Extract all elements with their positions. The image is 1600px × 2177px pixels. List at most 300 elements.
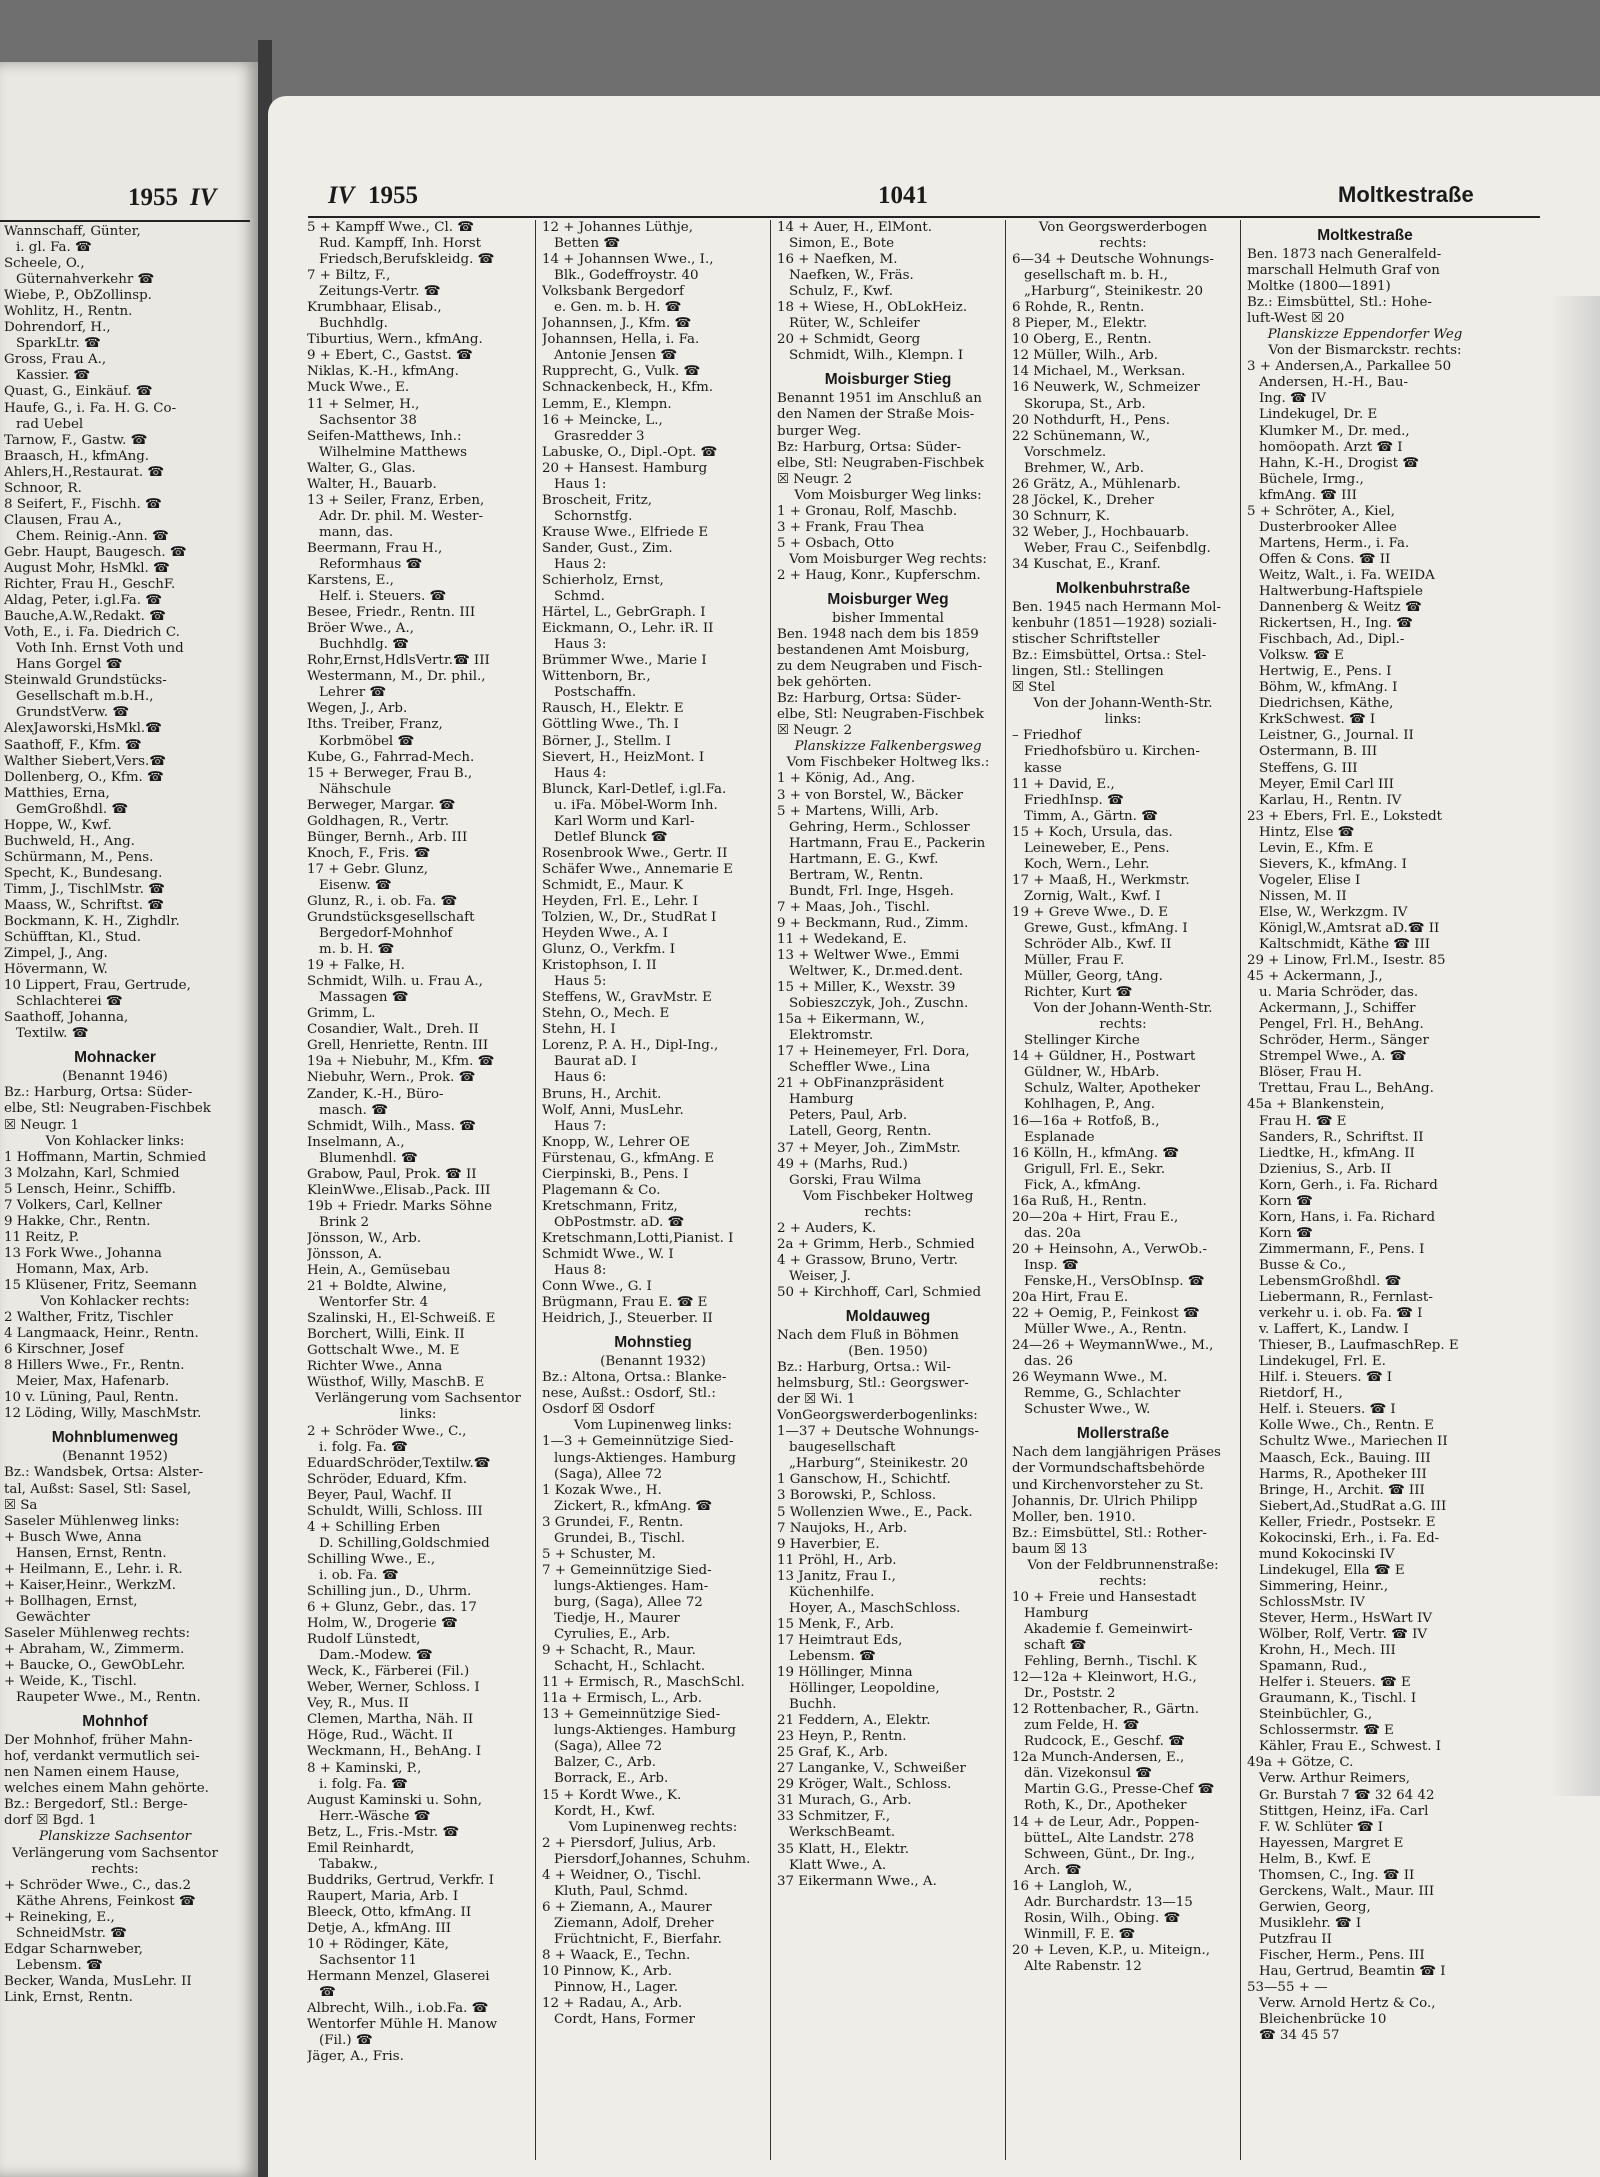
directory-entry: Wolf, Anni, MusLehr. <box>542 1102 684 1118</box>
directory-entry: Glunz, O., Verkfm. I <box>542 942 676 958</box>
directory-entry: Strempel Wwe., A. ☎ <box>1259 1049 1407 1065</box>
directory-entry: Bringe, H., Archit. ☎ III <box>1259 1482 1425 1498</box>
directory-entry: Bruns, H., Archit. <box>542 1086 662 1102</box>
directory-entry: Volksbank Bergedorf <box>542 284 684 300</box>
directory-entry: Rietdorf, H., <box>1259 1386 1343 1402</box>
directory-entry: Textilw. ☎ <box>16 1026 89 1042</box>
directory-entry: lungs-Aktienges. Hamburg <box>554 1450 736 1466</box>
directory-entry: 10 v. Lüning, Paul, Rentn. <box>4 1390 179 1406</box>
directory-entry: Blk., Godeffroystr. 40 <box>554 268 699 284</box>
directory-entry: Karl Worm und Karl- <box>554 813 695 829</box>
section-label: Vom Moisburger Weg rechts: <box>789 551 987 567</box>
directory-entry: Meier, Max, Hafenarb. <box>16 1374 170 1390</box>
street-heading: Mohnblumenweg <box>51 1429 179 1447</box>
right-column-1 <box>307 220 529 2065</box>
directory-entry: 2 + Schröder Wwe., C., <box>307 1423 467 1439</box>
directory-entry: Rud. Kampff, Inh. Horst <box>319 236 482 252</box>
directory-entry: Voth Inh. Ernst Voth und <box>16 641 184 657</box>
directory-entry: FriedhInsp. ☎ <box>1024 792 1124 808</box>
directory-entry: 14 + Güldner, H., Postwart <box>1012 1049 1196 1065</box>
directory-entry: Heyden Wwe., A. I <box>542 926 668 942</box>
directory-entry: 8 + Kaminski, P., <box>307 1760 422 1776</box>
directory-entry: 1 Kozak Wwe., H. <box>542 1482 662 1498</box>
directory-entry: Jönsson, A. <box>307 1247 382 1262</box>
directory-entry: 9 + Ebert, C., Gastst. ☎ <box>307 348 473 364</box>
directory-entry: 22 Schünemann, W., <box>1012 428 1151 444</box>
directory-entry: masch. ☎ <box>319 1102 388 1118</box>
directory-entry: Latell, Georg, Rentn. <box>789 1124 932 1140</box>
directory-entry: Güldner, W., HbArb. <box>1024 1065 1160 1081</box>
directory-entry: Härtel, L., GebrGraph. I <box>542 605 706 621</box>
directory-entry: 11 + David, E., <box>1012 776 1115 792</box>
directory-entry: SparkLtr. ☎ <box>16 336 101 352</box>
directory-entry: + Weide, K., Tischl. <box>4 1674 137 1690</box>
directory-entry: Postschaffn. <box>554 685 637 701</box>
directory-entry: i. ob. Fa. ☎ <box>319 1567 399 1583</box>
directory-entry: Timm, A., Gärtn. ☎ <box>1024 808 1158 824</box>
directory-entry: 19b + Friedr. Marks Söhne <box>307 1198 493 1214</box>
directory-entry: Wegen, J., Arb. <box>307 701 408 717</box>
directory-entry: 35 Klatt, H., Elektr. <box>777 1841 909 1857</box>
directory-entry: Ahlers,H.,Restaurat. ☎ <box>4 464 165 480</box>
directory-entry: Busse & Co., <box>1259 1257 1347 1273</box>
directory-entry: 11 Reitz, P. <box>4 1229 80 1245</box>
directory-entry: Peters, Paul, Arb. <box>789 1108 908 1124</box>
directory-entry: EduardSchröder,Textilw.☎ <box>307 1455 491 1471</box>
directory-entry: u. Maria Schröder, das. <box>1259 985 1419 1001</box>
directory-entry: LebensmGroßhdl. ☎ <box>1259 1274 1402 1289</box>
directory-entry: 17 Heimtraut Eds, <box>777 1632 903 1648</box>
directory-entry: Hamburg <box>789 1092 854 1108</box>
directory-entry: Schnackenbeck, H., Kfm. <box>542 380 714 396</box>
directory-entry: 29 Kröger, Walt., Schloss. <box>777 1777 952 1793</box>
directory-entry: 16 Kölln, H., kfmAng. ☎ <box>1012 1145 1179 1161</box>
directory-entry: Rosenbrook Wwe., Gertr. II <box>542 845 728 861</box>
section-label: Vom Lupinenweg links: <box>574 1418 732 1434</box>
directory-entry: Quast, G., Einkäuf. ☎ <box>4 384 153 400</box>
directory-entry: Roth, K., Dr., Apotheker <box>1024 1798 1187 1814</box>
directory-entry: 5 + Kampff Wwe., Cl. ☎ <box>307 220 474 235</box>
directory-entry: „Harburg“, Steinikestr. 20 <box>1024 284 1203 300</box>
directory-entry: Gesellschaft m.b.H., <box>16 689 154 705</box>
section-label: rechts: <box>91 1861 139 1877</box>
directory-entry: Ben. 1948 nach dem bis 1859 <box>777 627 979 643</box>
directory-entry: Liedtke, H., kfmAng. II <box>1259 1145 1415 1161</box>
directory-entry: kasse <box>1024 760 1062 776</box>
directory-entry: 2 Walther, Fritz, Tischler <box>4 1310 173 1326</box>
directory-entry: 12 + Johannes Lüthje, <box>542 220 693 235</box>
section-label: (Benannt 1946) <box>62 1069 168 1085</box>
directory-entry: Winmill, F. E. ☎ <box>1024 1926 1136 1942</box>
directory-entry: 5 + Schuster, M. <box>542 1546 656 1562</box>
directory-entry: Vorschmelz. <box>1024 444 1107 460</box>
directory-entry: Piersdorf,Johannes, Schuhm. <box>554 1851 751 1867</box>
directory-entry: Ben. 1945 nach Hermann Mol- <box>1012 600 1221 616</box>
directory-entry: Gebr. Haupt, Baugesch. ☎ <box>4 544 187 560</box>
directory-entry: Leineweber, E., Pens. <box>1024 840 1170 856</box>
directory-entry: Lehrer ☎ <box>319 685 387 701</box>
directory-entry: Meyer, Emil Carl III <box>1259 776 1394 792</box>
directory-entry: 6 + Glunz, Gebr., das. 17 <box>307 1600 477 1616</box>
directory-entry: lingen, Stl.: Stellingen <box>1012 664 1164 680</box>
directory-entry: m. b. H. ☎ <box>319 942 395 958</box>
directory-entry: Lemm, E., Klempn. <box>542 396 672 412</box>
directory-entry: 1—3 + Gemeinnützige Sied- <box>542 1434 734 1450</box>
directory-entry: Cosandier, Walt., Dreh. II <box>307 1022 479 1038</box>
directory-entry: Borchert, Willi, Eink. II <box>307 1327 465 1343</box>
directory-entry: GrundstVerw. ☎ <box>16 705 130 721</box>
directory-entry: Haus 4: <box>554 765 607 781</box>
directory-entry: 9 Haverbier, E. <box>777 1536 880 1552</box>
directory-entry: Schüfftan, Kl., Stud. <box>4 930 141 946</box>
directory-entry: Buchh. <box>789 1697 837 1713</box>
directory-entry: Bertram, W., Rentn. <box>789 867 924 883</box>
directory-entry: 17 + Heinemeyer, Frl. Dora, <box>777 1044 970 1060</box>
directory-entry: 45a + Blankenstein, <box>1247 1097 1385 1113</box>
directory-entry: Bünger, Bernh., Arb. III <box>307 829 468 845</box>
directory-entry: Borrack, E., Arb. <box>554 1771 669 1787</box>
directory-entry: Remme, G., Schlachter <box>1024 1386 1181 1402</box>
directory-entry: Detje, A., kfmAng. III <box>307 1920 452 1936</box>
directory-entry: Ostermann, B. III <box>1259 744 1378 760</box>
directory-entry: Niklas, K.-H., kfmAng. <box>307 364 459 380</box>
section-label: rechts: <box>1099 1573 1147 1589</box>
directory-entry: 5 + Osbach, Otto <box>777 535 895 551</box>
directory-entry: Käthe Ahrens, Feinkost ☎ <box>16 1893 196 1909</box>
directory-entry: Korbmöbel ☎ <box>319 733 415 749</box>
directory-entry: Muck Wwe., E. <box>307 380 410 396</box>
directory-entry: Königl,W.,Amtsrat aD.☎ II <box>1259 920 1440 936</box>
directory-entry: Homann, Max, Arb. <box>16 1261 149 1277</box>
directory-entry: Saathoff, F., Kfm. ☎ <box>4 737 142 753</box>
directory-entry: Hein, A., Gemüsebau <box>307 1263 451 1279</box>
directory-entry: kenbuhr (1851—1928) soziali- <box>1012 616 1217 632</box>
directory-entry: 11 Pröhl, H., Arb. <box>777 1552 897 1568</box>
directory-entry: Rickertsen, H., Ing. ☎ <box>1259 616 1413 632</box>
directory-entry: 37 Eikermann Wwe., A. <box>777 1873 937 1889</box>
directory-entry: VonGeorgswerderbogenlinks: <box>777 1408 978 1424</box>
directory-entry: Clausen, Frau A., <box>4 512 122 528</box>
directory-entry: Tiedje, H., Maurer <box>554 1610 680 1626</box>
directory-entry: 3 + von Borstel, W., Bäcker <box>777 787 963 803</box>
directory-entry: ☒ Neugr. 1 <box>4 1117 80 1133</box>
directory-entry: Weber, Werner, Schloss. I <box>307 1680 480 1696</box>
section-label: (Ben. 1950) <box>848 1344 928 1360</box>
directory-entry: Lindekugel, Dr. E <box>1259 407 1378 423</box>
directory-entry: Rüter, W., Schleifer <box>789 316 920 332</box>
directory-entry: 1 Hoffmann, Martin, Schmied <box>4 1149 207 1165</box>
directory-entry: Rosin, Wilh., Obing. ☎ <box>1024 1910 1181 1926</box>
directory-entry: 15 + Miller, K., Wexstr. 39 <box>777 980 956 996</box>
directory-entry: Saseler Mühlenweg links: <box>4 1513 180 1529</box>
directory-entry: Alte Rabenstr. 12 <box>1024 1958 1142 1974</box>
section-label: Von Georgswerderbogen <box>1038 220 1208 235</box>
directory-entry: Haltwerbung-Haftspiele <box>1259 583 1423 599</box>
directory-entry: 20 + Hansest. Hamburg <box>542 460 708 476</box>
directory-entry: 26 Weymann Wwe., M. <box>1012 1370 1168 1386</box>
directory-entry: elbe, Stl: Neugraben-Fischbek <box>777 707 984 723</box>
directory-entry: 4 + Schilling Erben <box>307 1519 441 1535</box>
directory-entry: Gross, Frau A., <box>4 352 107 368</box>
directory-entry: 11 + Wedekand, E. <box>777 931 907 947</box>
directory-entry: 7 + Gemeinnützige Sied- <box>542 1562 712 1578</box>
directory-entry: 17 + Gebr. Glunz, <box>307 861 428 877</box>
directory-entry: Wentorfer Mühle H. Manow <box>307 2017 498 2033</box>
directory-entry: August Mohr, HsMkl. ☎ <box>4 560 170 576</box>
directory-entry: Labuske, O., Dipl.-Opt. ☎ <box>542 444 718 460</box>
directory-entry: Zornig, Walt., Kwf. I <box>1024 888 1161 904</box>
directory-entry: Hansen, Ernst, Rentn. <box>16 1545 167 1561</box>
directory-entry: Szalinski, H., El-Schweiß. E <box>307 1311 496 1327</box>
directory-entry: 20 + Schmidt, Georg <box>777 332 921 348</box>
directory-entry: e. Gen. m. b. H. ☎ <box>554 300 682 316</box>
column-rule <box>770 220 771 2160</box>
directory-entry: (Fil.) ☎ <box>319 2033 373 2049</box>
directory-entry: burger Weg. <box>777 423 862 439</box>
directory-entry: „Harburg“, Steinikestr. 20 <box>789 1456 968 1472</box>
directory-entry: Offen & Cons. ☎ II <box>1259 551 1391 567</box>
directory-entry: zum Felde, H. ☎ <box>1024 1718 1140 1734</box>
directory-entry: GemGroßhdl. ☎ <box>16 801 129 817</box>
column-rule <box>1005 220 1006 2160</box>
directory-entry: Klumker M., Dr. med., <box>1259 423 1410 439</box>
directory-entry: 5 + Martens, Willi, Arb. <box>777 803 939 819</box>
directory-entry: Moltke (1800—1891) <box>1247 279 1391 295</box>
directory-entry: Fürstenau, G., kfmAng. E <box>542 1150 715 1166</box>
directory-entry: Grundstücksgesellschaft <box>307 910 475 926</box>
directory-entry: Arch. ☎ <box>1024 1862 1082 1878</box>
directory-entry: 9 Hakke, Chr., Rentn. <box>4 1213 151 1229</box>
directory-entry: Voth, E., i. Fa. Diedrich C. <box>4 625 180 641</box>
directory-entry: 37 + Meyer, Joh., ZimMstr. <box>777 1140 961 1156</box>
directory-entry: Schulz, F., Kwf. <box>789 284 893 300</box>
directory-entry: Hau, Gertrud, Beamtin ☎ I <box>1259 1964 1446 1980</box>
directory-entry: Dam.-Modew. ☎ <box>319 1648 433 1664</box>
directory-entry: Sanders, R., Schriftst. II <box>1259 1129 1424 1145</box>
directory-entry: 1 + Gronau, Rolf, Maschb. <box>777 503 958 519</box>
directory-entry: Helm, B., Kwf. E <box>1259 1851 1371 1867</box>
directory-entry: Rudcock, E., Geschf. ☎ <box>1024 1734 1185 1750</box>
directory-entry: Schröder, Eduard, Kfm. <box>307 1471 468 1487</box>
directory-entry: Detlef Blunck ☎ <box>554 829 668 845</box>
directory-entry: Kokocinski, Erh., i. Fa. Ed- <box>1259 1530 1440 1546</box>
directory-entry: Tiburtius, Wern., kfmAng. <box>307 332 483 348</box>
directory-entry: elbe, Stl: Neugraben-Fischbek <box>4 1101 211 1117</box>
directory-entry: Blöser, Frau H. <box>1259 1065 1362 1081</box>
right-column-2 <box>542 220 764 2028</box>
plan-sketch-note: Planskizze Falkenbergsweg <box>794 739 982 755</box>
directory-entry: (Saga), Allee 72 <box>554 1739 663 1755</box>
directory-entry: 12 + Radau, A., Arb. <box>542 1996 683 2012</box>
directory-entry: Grimm, L. <box>307 1006 376 1022</box>
directory-entry: Leistner, G., Journal. II <box>1259 728 1414 744</box>
directory-entry: 8 Hillers Wwe., Fr., Rentn. <box>4 1358 185 1374</box>
directory-entry: Bauche,A.W.,Redakt. ☎ <box>4 609 166 625</box>
directory-entry: Brümmer Wwe., Marie I <box>542 653 707 669</box>
directory-entry: Raupert, Maria, Arb. I <box>307 1888 459 1904</box>
directory-entry: ☒ Neugr. 2 <box>777 723 853 739</box>
directory-entry: 16 + Meincke, L., <box>542 412 663 428</box>
directory-entry: KrkSchwest. ☎ I <box>1259 712 1376 728</box>
directory-entry: Bz.: Altona, Ortsa.: Blanke- <box>542 1370 727 1386</box>
directory-entry: Betten ☎ <box>554 236 621 252</box>
directory-entry: helmsburg, Stl.: Georgswer- <box>777 1376 969 1392</box>
directory-entry: Siebert,Ad.,StudRat a.G. III <box>1259 1498 1447 1514</box>
directory-entry: Andersen, H.-H., Bau- <box>1259 375 1409 391</box>
directory-entry: 15 Menk, F., Arb. <box>777 1616 895 1632</box>
directory-entry: Schmidt, Wilh. u. Frau A., <box>307 974 483 990</box>
directory-entry: Friedhofsbüro u. Kirchen- <box>1024 744 1200 760</box>
directory-entry: + Heilmann, E., Lehr. i. R. <box>4 1561 183 1577</box>
directory-entry: 9 + Schacht, R., Maur. <box>542 1643 696 1659</box>
street-heading: Moisburger Weg <box>827 590 949 608</box>
directory-entry: Naefken, W., Fräs. <box>789 268 914 284</box>
directory-entry: luft-West ☒ 20 <box>1247 311 1345 327</box>
directory-entry: 17 + Maaß, H., Werkmstr. <box>1012 872 1190 888</box>
directory-entry: mann, das. <box>319 524 394 540</box>
directory-entry: Schmd. <box>554 589 605 605</box>
directory-entry: 3 Borowski, P., Schloss. <box>777 1488 937 1504</box>
directory-entry: Wüsthof, Willy, MaschB. E <box>307 1375 485 1391</box>
directory-entry: Kähler, Frau E., Schwest. I <box>1259 1739 1442 1755</box>
directory-entry: Kube, G., Fahrrad-Mech. <box>307 749 475 765</box>
directory-entry: Schierholz, Ernst, <box>542 573 664 589</box>
directory-entry: Fischer, Herm., Pens. III <box>1259 1947 1425 1963</box>
directory-entry: Verw. Arthur Reimers, <box>1259 1771 1410 1787</box>
directory-entry: marschall Helmuth Graf von <box>1247 263 1440 279</box>
directory-entry: Bz.: Harburg, Ortsa: Süder- <box>4 1085 193 1101</box>
directory-entry: Lindekugel, Ella ☎ E <box>1259 1562 1405 1578</box>
directory-entry: Krohn, H., Mech. III <box>1259 1643 1396 1659</box>
directory-entry: Tabakw., <box>319 1856 378 1872</box>
directory-entry: Ing. ☎ IV <box>1259 391 1326 407</box>
directory-entry: Nach dem langjährigen Präses <box>1012 1445 1221 1461</box>
directory-entry: 8 Seifert, F., Fischh. ☎ <box>4 496 162 512</box>
directory-entry: Göttling Wwe., Th. I <box>542 717 679 733</box>
directory-entry: 2a + Grimm, Herb., Schmied <box>777 1236 975 1252</box>
directory-entry: Bundt, Frl. Inge, Hsgeh. <box>789 883 954 899</box>
directory-entry: Broscheit, Fritz, <box>542 492 653 508</box>
directory-entry: Weitz, Walt., i. Fa. WEIDA <box>1259 567 1435 583</box>
section-label: Vom Fischbeker Holtweg <box>802 1188 974 1204</box>
directory-entry: Friedsch,Berufskleidg. ☎ <box>319 252 495 268</box>
directory-entry: dorf ☒ Bgd. 1 <box>4 1813 97 1829</box>
directory-entry: 20a Hirt, Frau E. <box>1012 1290 1129 1306</box>
directory-entry: 13 Fork Wwe., Johanna <box>4 1245 162 1261</box>
directory-entry: bestandenen Amt Moisburg, <box>777 643 970 659</box>
directory-entry: Heyden, Frl. E., Lehr. I <box>542 893 699 909</box>
directory-entry: Schürmann, M., Pens. <box>4 849 154 865</box>
directory-entry: 21 + Boldte, Alwine, <box>307 1279 447 1295</box>
section-label: rechts: <box>864 1204 912 1220</box>
directory-entry: 7 + Biltz, F., <box>307 268 391 284</box>
directory-entry: Bleeck, Otto, kfmAng. II <box>307 1904 472 1920</box>
directory-entry: 13 Janitz, Frau I., <box>777 1568 896 1584</box>
right-header-rule <box>308 216 1540 218</box>
directory-entry: Frau H. ☎ E <box>1259 1113 1347 1129</box>
directory-entry: ☎ 34 45 57 <box>1259 2028 1340 2044</box>
directory-entry: 8 Pieper, M., Elektr. <box>1012 316 1148 332</box>
directory-entry: Lindekugel, Frl. E. <box>1259 1354 1386 1370</box>
directory-entry: 53—55 + — <box>1247 1980 1328 1996</box>
directory-entry: + Abraham, W., Zimmerm. <box>4 1641 185 1657</box>
directory-entry: Küchenhilfe. <box>789 1584 875 1600</box>
directory-entry: Grasredder 3 <box>554 428 645 444</box>
directory-entry: Simmering, Heinr., <box>1259 1578 1389 1594</box>
directory-entry: Spamann, Rud., <box>1259 1659 1367 1675</box>
directory-entry: Haus 6: <box>554 1070 607 1086</box>
directory-entry: Braasch, H., kfmAng. <box>4 448 150 464</box>
directory-entry: Fick, A., kfmAng. <box>1024 1177 1142 1193</box>
directory-entry: Conn Wwe., G. I <box>542 1279 652 1295</box>
directory-entry: Skorupa, St., Arb. <box>1024 396 1146 412</box>
directory-entry: Lebensm. ☎ <box>16 1957 103 1973</box>
directory-entry: Hahn, K.-H., Drogist ☎ <box>1259 455 1419 471</box>
directory-entry: Weltwer, K., Dr.med.dent. <box>789 964 963 980</box>
directory-entry: Weber, Frau C., Seifenbdlg. <box>1024 540 1211 556</box>
directory-entry: den Namen der Straße Mois- <box>777 407 975 423</box>
right-page <box>268 96 1600 2177</box>
street-heading: Mohnhof <box>82 1713 148 1731</box>
directory-entry: Blumenhdl. ☎ <box>319 1150 418 1166</box>
directory-entry: 10 + Rödinger, Käte, <box>307 1937 449 1953</box>
directory-entry: Schmidt, Wilh., Mass. ☎ <box>307 1118 476 1134</box>
directory-entry: der Vormundschaftsbehörde <box>1012 1461 1205 1477</box>
street-heading: Moldauweg <box>845 1308 931 1325</box>
directory-entry: Steinwald Grundstücks- <box>4 673 167 689</box>
directory-entry: + Bollhagen, Ernst, <box>4 1593 138 1609</box>
directory-entry: 7 + Maas, Joh., Tischl. <box>777 899 930 915</box>
directory-entry: Steinbüchler, G., <box>1259 1707 1373 1723</box>
directory-entry: Eickmann, O., Lehr. iR. II <box>542 621 714 637</box>
directory-entry: 7 Naujoks, H., Arb. <box>777 1520 908 1536</box>
directory-entry: Timm, J., TischlMstr. ☎ <box>4 881 165 897</box>
directory-entry: kfmAng. ☎ III <box>1259 487 1357 503</box>
directory-entry: Weiser, J. <box>789 1268 851 1284</box>
directory-entry: Dollenberg, O., Kfm. ☎ <box>4 769 164 785</box>
street-title: Moltkestraße <box>1338 182 1474 207</box>
section-label: Vom Moisburger Weg links: <box>794 487 982 503</box>
directory-entry: Bz: Harburg, Ortsa: Süder- <box>777 691 962 707</box>
directory-entry: August Kaminski u. Sohn, <box>307 1792 482 1808</box>
directory-entry: Steffens, G. III <box>1259 760 1358 776</box>
right-column-5 <box>1247 220 1483 2044</box>
directory-entry: Hartmann, Frau E., Packerin <box>789 835 986 851</box>
directory-entry: 10 Oberg, E., Rentn. <box>1012 332 1152 348</box>
directory-entry: Wannschaff, Günter, <box>4 224 141 239</box>
directory-entry: Goldhagen, R., Vertr. <box>307 813 450 829</box>
directory-entry: welches einem Mahn gehörte. <box>4 1781 209 1797</box>
directory-entry: Vogeler, Elise I <box>1259 872 1361 888</box>
directory-entry: 6 + Ziemann, A., Maurer <box>542 1899 712 1915</box>
directory-entry: Pinnow, H., Lager. <box>554 1980 678 1996</box>
directory-entry: 34 Kuschat, E., Kranf. <box>1012 556 1161 572</box>
directory-entry: Holm, W., Drogerie ☎ <box>307 1616 458 1632</box>
directory-entry: Wölber, Rolf, Vertr. ☎ IV <box>1259 1627 1428 1643</box>
directory-entry: Hertwig, E., Pens. I <box>1259 664 1392 680</box>
directory-entry: baugesellschaft <box>789 1440 896 1456</box>
directory-entry: Wentorfer Str. 4 <box>319 1295 429 1311</box>
directory-entry: 12—12a + Kleinwort, H.G., <box>1012 1670 1197 1686</box>
directory-entry: 5 Wollenzien Wwe., E., Pack. <box>777 1504 973 1520</box>
directory-entry: 50 + Kirchhoff, Carl, Schmied <box>777 1284 982 1300</box>
directory-entry: Bz.: Eimsbüttel, Stl.: Hohe- <box>1247 295 1432 311</box>
directory-entry: mund Kokocinski IV <box>1259 1546 1395 1562</box>
directory-entry: Martin G.G., Presse-Chef ☎ <box>1024 1782 1215 1798</box>
directory-entry: 21 Feddern, A., Elektr. <box>777 1713 931 1729</box>
directory-entry: Harms, R., Apotheker III <box>1259 1466 1427 1482</box>
directory-entry: Hamburg <box>1024 1605 1089 1621</box>
